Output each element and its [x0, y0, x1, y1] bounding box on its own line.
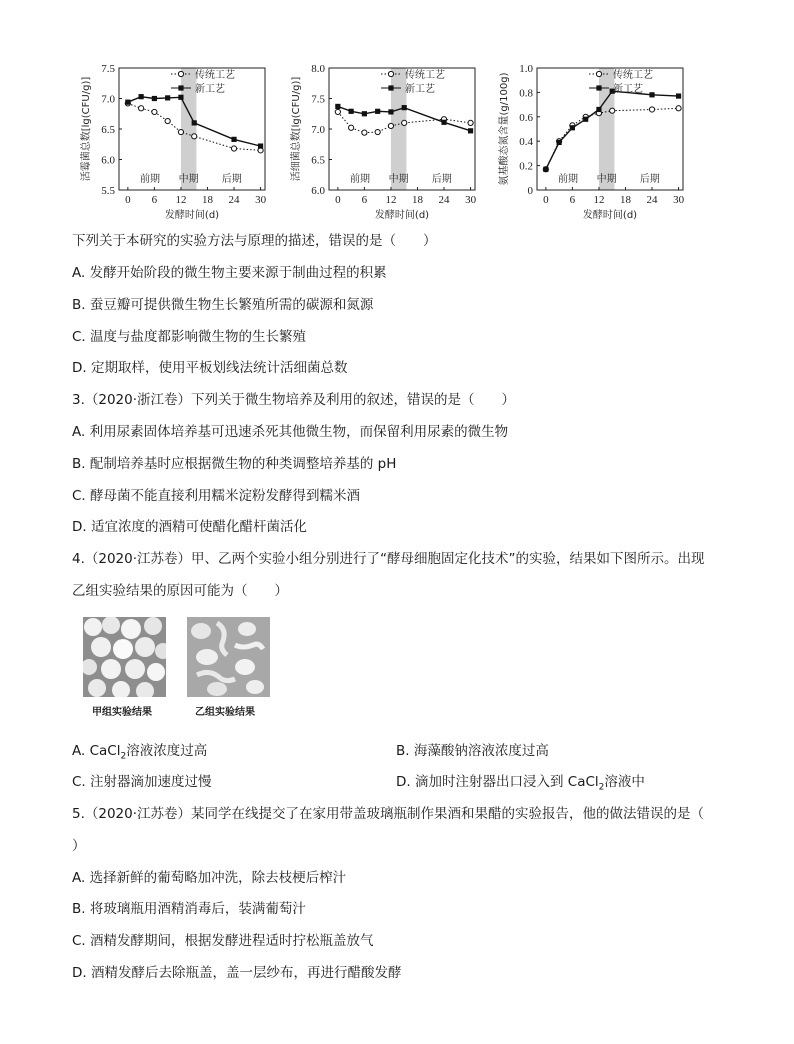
y-tick-label: 6.0 [311, 185, 325, 197]
chart-mold-count [75, 58, 275, 228]
point-new [192, 120, 197, 125]
phase-label-early: 前期 [139, 174, 160, 185]
point-traditional [335, 109, 340, 114]
q4-option-a-pre: A. CaCl [72, 743, 121, 759]
q4-option-a [72, 741, 207, 767]
point-traditional [676, 106, 681, 111]
point-traditional [165, 118, 170, 123]
photo-yi-caption: 乙组实验结果 [195, 707, 255, 718]
x-tick-label: 6 [361, 194, 368, 206]
phase-label-late: 后期 [639, 174, 660, 185]
x-tick-label: 6 [151, 194, 158, 206]
x-tick-label: 0 [543, 194, 549, 206]
q4-option-d-post: 溶液中 [604, 774, 645, 790]
point-new [676, 93, 681, 98]
q5-option-b: B. 将玻璃瓶用酒精消毒后，装满葡萄汁 [72, 901, 306, 917]
x-tick-label: 0 [335, 194, 341, 206]
phase-label-late: 后期 [431, 174, 452, 185]
point-traditional [375, 129, 380, 134]
q4-option-d-sub: 2 [598, 782, 605, 793]
q2-option-c: C. 温度与盐度都影响微生物的生长繁殖 [72, 329, 307, 345]
point-new [583, 117, 588, 122]
legend-label: 传统工艺 [613, 70, 653, 81]
q2-option-b: B. 蚕豆瓣可提供微生物生长繁殖所需的碳源和氮源 [72, 297, 374, 313]
x-tick-label: 24 [228, 194, 240, 206]
q4-option-d-pre: D. 滴加时注射器出口浸入到 CaCl [396, 774, 599, 790]
question-4-stem-cont: 乙组实验结果的原因可能为（ ） [72, 583, 288, 599]
q2-option-a: A. 发酵开始阶段的微生物主要来源于制曲过程的积累 [72, 265, 387, 281]
x-tick-label: 6 [569, 194, 576, 206]
point-traditional [349, 125, 354, 130]
chart-amino-nitrogen [493, 58, 693, 228]
q4-option-c: C. 注射器滴加速度过慢 [72, 774, 212, 790]
point-new [557, 140, 562, 145]
phase-label-middle: 中期 [388, 174, 409, 185]
y-tick-label: 7.5 [311, 93, 325, 106]
phase-label-early: 前期 [557, 174, 578, 185]
phase-label-late: 后期 [221, 174, 242, 185]
y-tick-label: 5.5 [101, 185, 115, 197]
question-5-stem-cont: ） [72, 838, 86, 854]
point-new [362, 111, 367, 116]
photo-jia-result [83, 617, 166, 697]
y-tick-label: 1.0 [519, 63, 533, 75]
point-new [139, 94, 144, 99]
x-tick-label: 18 [619, 194, 631, 206]
y-axis-label: 氨基酸态氮含量(g/100g) [499, 72, 510, 186]
point-new [543, 167, 548, 172]
point-traditional [402, 120, 407, 125]
x-tick-label: 24 [646, 194, 658, 206]
legend-label: 新工艺 [613, 84, 643, 95]
question-5-stem: 5.（2020·江苏卷）某同学在线提交了在家用带盖玻璃瓶制作果酒和果醋的实验报告，他的做法错误的是（ [72, 806, 705, 822]
point-new [649, 92, 654, 97]
point-new [258, 143, 263, 148]
q4-option-a-post: 溶液浓度过高 [126, 743, 208, 759]
x-tick-label: 30 [465, 194, 477, 206]
point-traditional [468, 120, 473, 125]
point-new [178, 95, 183, 100]
y-axis-label: 活霉菌总数[lg(CFU/g)] [81, 76, 92, 182]
q2-option-d: D. 定期取样，使用平板划线法统计活细菌总数 [72, 360, 348, 376]
point-traditional [388, 123, 393, 128]
legend-label: 传统工艺 [405, 70, 445, 81]
y-tick-label: 8.0 [311, 63, 325, 75]
chart-mold-count-svg [75, 58, 275, 228]
q3-option-c: C. 酵母菌不能直接利用糯米淀粉发酵得到糯米酒 [72, 488, 361, 504]
x-tick-label: 12 [593, 194, 605, 206]
question-3-stem: 3.（2020·浙江卷）下列关于微生物培养及利用的叙述，错误的是（ ） [72, 392, 516, 408]
x-tick-label: 0 [125, 194, 131, 206]
q5-option-a: A. 选择新鲜的葡萄略加冲洗，除去枝梗后榨汁 [72, 870, 347, 886]
legend-label: 新工艺 [405, 84, 435, 95]
y-tick-label: 7.5 [101, 63, 115, 75]
legend-label: 传统工艺 [195, 70, 235, 81]
legend-marker-new [596, 85, 601, 90]
chart-bacteria-count-svg [285, 58, 485, 228]
point-new [388, 109, 393, 114]
point-traditional [610, 108, 615, 113]
point-traditional [231, 146, 236, 151]
point-new [125, 100, 130, 105]
q4-option-b: B. 海藻酸钠溶液浓度过高 [396, 743, 549, 759]
q3-option-b: B. 配制培养基时应根据微生物的种类调整培养基的 pH [72, 456, 397, 472]
point-new [335, 104, 340, 109]
x-tick-label: 18 [411, 194, 423, 206]
question-4-stem: 4.（2020·江苏卷）甲、乙两个实验小组分别进行了“酵母细胞固定化技术”的实验，结果如下图所示。出现 [72, 551, 705, 567]
legend-marker-new [178, 85, 183, 90]
point-new [596, 107, 601, 112]
point-new [152, 96, 157, 101]
point-new [165, 95, 170, 100]
x-tick-label: 24 [438, 194, 450, 206]
point-new [468, 128, 473, 133]
y-tick-label: 0.4 [519, 136, 533, 149]
point-new [349, 109, 354, 114]
q5-option-d: D. 酒精发酵后去除瓶盖，盖一层纱布，再进行醋酸发酵 [72, 965, 402, 981]
x-tick-label: 30 [673, 194, 685, 206]
legend-label: 新工艺 [195, 84, 225, 95]
point-traditional [152, 109, 157, 114]
q4-option-a-sub: 2 [120, 751, 127, 762]
q3-option-a: A. 利用尿素固体培养基可迅速杀死其他微生物，而保留利用尿素的微生物 [72, 424, 509, 440]
x-axis-label: 发酵时间(d) [582, 210, 638, 221]
point-new [231, 137, 236, 142]
legend-marker-traditional [178, 71, 183, 76]
q5-option-c: C. 酒精发酵期间，根据发酵进程适时拧松瓶盖放气 [72, 933, 374, 949]
point-new [375, 109, 380, 114]
x-axis-label: 发酵时间(d) [164, 210, 220, 221]
legend-marker-traditional [596, 71, 601, 76]
point-traditional [178, 129, 183, 134]
y-tick-label: 6.5 [311, 154, 325, 167]
phase-label-middle: 中期 [596, 174, 617, 185]
y-tick-label: 0.6 [519, 111, 533, 124]
chart-bacteria-count [285, 58, 485, 228]
phase-label-middle: 中期 [178, 174, 199, 185]
point-traditional [139, 106, 144, 111]
point-traditional [649, 107, 654, 112]
chart-amino-nitrogen-svg [493, 58, 693, 228]
point-traditional [362, 130, 367, 135]
x-tick-label: 18 [201, 194, 213, 206]
y-tick-label: 0.2 [519, 160, 533, 173]
y-tick-label: 7.0 [101, 93, 115, 106]
x-tick-label: 12 [385, 194, 397, 206]
y-tick-label: 6.0 [101, 154, 115, 167]
phase-label-early: 前期 [349, 174, 370, 185]
x-tick-label: 12 [175, 194, 187, 206]
point-traditional [192, 134, 197, 139]
point-new [570, 125, 575, 130]
point-new [441, 120, 446, 125]
x-tick-label: 30 [255, 194, 267, 206]
x-axis-label: 发酵时间(d) [374, 210, 430, 221]
question-2-stem: 下列关于本研究的实验方法与原理的描述，错误的是（ ） [72, 233, 437, 249]
y-tick-label: 7.0 [311, 124, 325, 136]
y-axis-label: 活细菌总数[lg(CFU/g)] [291, 76, 302, 182]
photo-jia-caption: 甲组实验结果 [92, 707, 152, 718]
legend-marker-traditional [388, 71, 393, 76]
y-tick-label: 6.5 [101, 124, 115, 136]
q4-option-d [396, 772, 645, 798]
q3-option-d: D. 适宜浓度的酒精可使醋化醋杆菌活化 [72, 519, 307, 535]
legend-marker-new [388, 85, 393, 90]
y-tick-label: 0 [527, 185, 533, 197]
point-new [402, 105, 407, 110]
y-tick-label: 0.8 [519, 87, 533, 100]
photo-yi-result [187, 617, 270, 697]
